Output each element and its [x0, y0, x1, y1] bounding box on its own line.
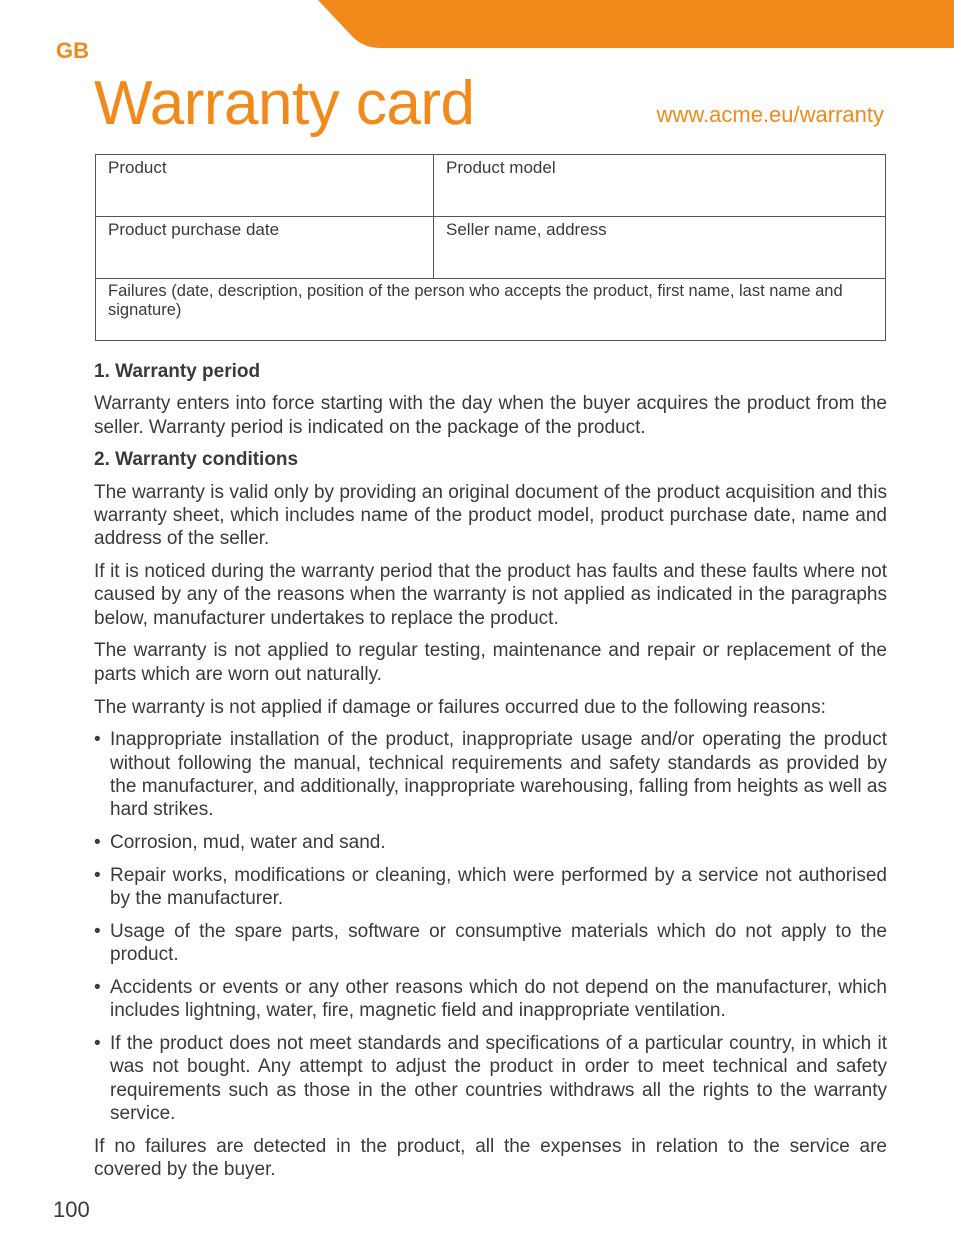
- conditions-paragraph: If it is noticed during the warranty period that the product has faults and these faults where not caused by any of the reasons when the warranty is not applied as indicated in the paragraphs below, manufacturer undertakes to replace the product.: [94, 561, 887, 629]
- header-orange-tab: [318, 0, 954, 48]
- list-item: • Repair works, modifications or cleaning, which were performed by a service not authorised by the manufacturer.: [94, 864, 887, 910]
- list-item: • Accidents or events or any other reasons which do not depend on the manufacturer, which includes lightning, water, fire, magnetic field and inappropriate ventilation.: [94, 977, 887, 1022]
- warranty-period-text: Warranty enters into force starting with the day when the buyer acquires the product from the seller. Warranty period is indicated on the package of the product.: [94, 393, 887, 438]
- closing-paragraph: If no failures are detected in the product, all the expenses in relation to the service are covered by the buyer.: [94, 1135, 887, 1181]
- warranty-conditions-heading: 2. Warranty conditions: [94, 449, 299, 471]
- page-title: Warranty card: [94, 69, 475, 138]
- bullet-icon: •: [94, 864, 101, 886]
- warranty-terms: [94, 360, 887, 1191]
- language-label: GB: [56, 38, 89, 63]
- list-item: • Inappropriate installation of the product, inappropriate usage and/or operating the product without following the manual, technical requirements and safety standards as provided by the manufacturer, and additionally, inappropriate warehousing, falling from heights as well as hard strikes.: [94, 729, 887, 821]
- purchase-date-field: Product purchase date: [96, 217, 434, 278]
- bullet-icon: •: [94, 729, 101, 751]
- conditions-paragraph: The warranty is valid only by providing an original document of the product acquisition and this warranty sheet, which includes name of the product model, product purchase date, name and address of the seller.: [94, 481, 887, 550]
- bullet-icon: •: [94, 832, 101, 854]
- warranty-period-heading: 1. Warranty period: [94, 361, 261, 382]
- warranty-card-table: [95, 154, 886, 341]
- warranty-url-link[interactable]: www.acme.eu/warranty: [656, 102, 884, 127]
- conditions-paragraph: The warranty is not applied to regular testing, maintenance and repair or replacement of the parts which are worn out naturally.: [94, 640, 887, 685]
- bullet-icon: •: [94, 1033, 101, 1055]
- card-row: [96, 279, 885, 340]
- card-row: [96, 155, 885, 217]
- conditions-paragraph: The warranty is not applied if damage or failures occurred due to the following reasons:: [94, 696, 826, 718]
- list-item: • If the product does not meet standards and specifications of a particular country, in which it was not bought. Any attempt to adjust the product in order to meet technical and safety requirements such as those in the other countries withdraws all the rights to the warranty service.: [94, 1033, 887, 1125]
- failures-field: Failures (date, description, position of the person who accepts the product, first name, last name and signature): [108, 282, 843, 319]
- seller-field: Seller name, address: [446, 220, 607, 239]
- page-number: 100: [53, 1197, 90, 1222]
- product-field: Product: [96, 155, 434, 216]
- exclusions-list: [94, 728, 887, 1125]
- list-item: • Corrosion, mud, water and sand.: [94, 832, 386, 854]
- product-model-field: Product model: [446, 158, 556, 177]
- bullet-icon: •: [94, 977, 101, 999]
- list-item: • Usage of the spare parts, software or consumptive materials which do not apply to the product.: [94, 920, 887, 966]
- bullet-icon: •: [94, 920, 101, 942]
- card-row: [96, 217, 885, 279]
